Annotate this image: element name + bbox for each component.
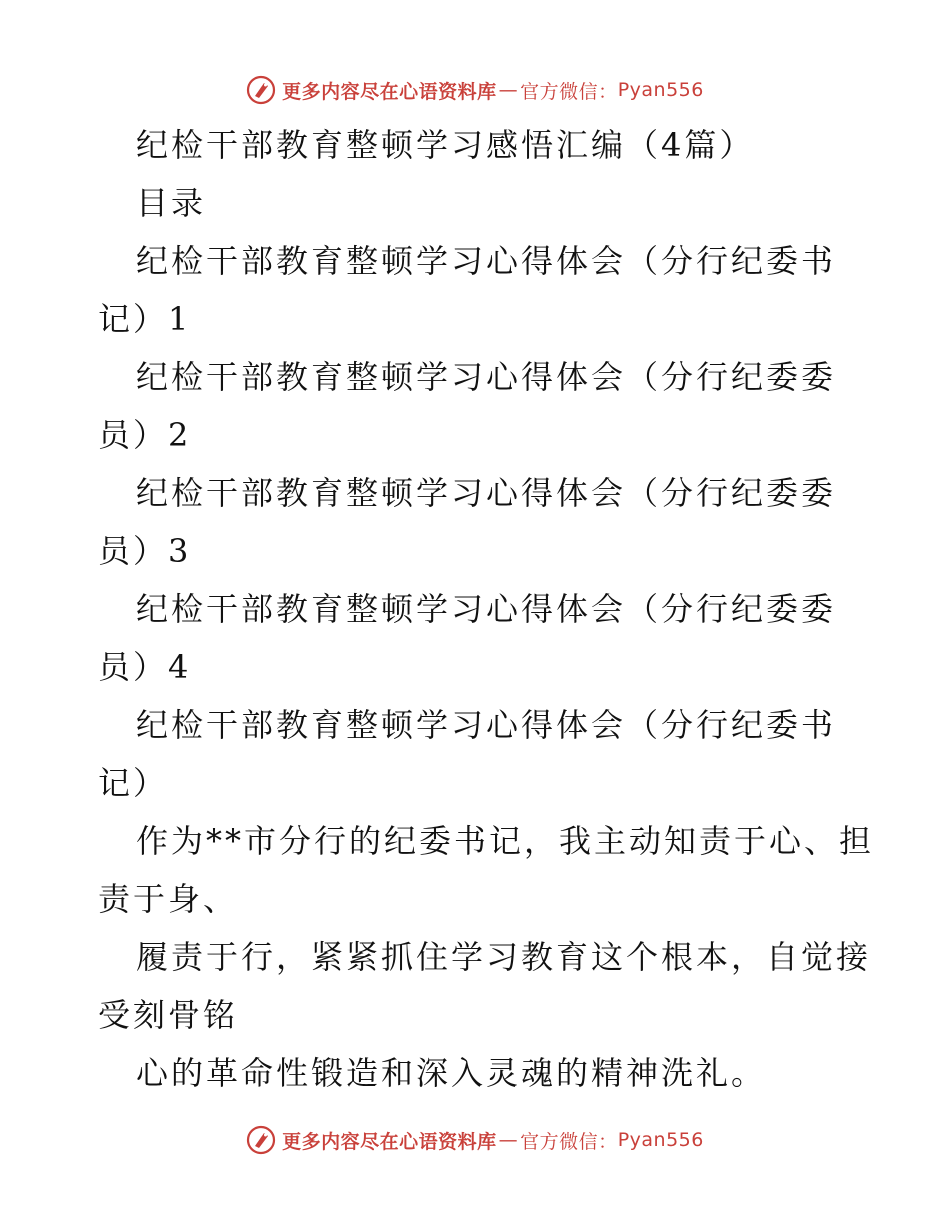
toc-entry-line: 员）3 (98, 532, 192, 570)
body-line: 心的革命性锻造和深入灵魂的精神洗礼。 (136, 1054, 767, 1092)
body-paragraph-2 (98, 928, 872, 1044)
watermark-wechat-label: 官方微信： (520, 80, 618, 103)
pen-nib-logo-icon (246, 75, 276, 105)
body-paragraph-1 (98, 812, 875, 928)
section-heading-line: 纪检干部教育整顿学习心得体会（分行纪委书 (136, 706, 837, 744)
watermark-main-text: 更多内容尽在心语资料库 (282, 80, 497, 103)
toc-entry-line: 记）1 (98, 300, 192, 338)
toc-entry-4 (98, 580, 858, 696)
toc-entry-line: 纪检干部教育整顿学习心得体会（分行纪委委 (136, 474, 837, 512)
toc-entry-line: 纪检干部教育整顿学习心得体会（分行纪委委 (136, 358, 837, 396)
toc-entry-1 (98, 232, 858, 348)
section-heading-line: 记） (98, 764, 169, 802)
toc-heading: 目录 (136, 184, 207, 222)
watermark-separator: — (498, 79, 519, 101)
pen-nib-logo-icon (246, 1125, 276, 1155)
body-line: 责于身、 (98, 880, 239, 918)
document-title: 纪检干部教育整顿学习感悟汇编（4篇） (136, 126, 755, 164)
toc-entry-line: 员）2 (98, 416, 192, 454)
watermark-separator: — (498, 1129, 519, 1151)
toc-entry-line: 纪检干部教育整顿学习心得体会（分行纪委委 (136, 590, 837, 628)
toc-entry-2 (98, 348, 858, 464)
watermark-wechat-id: Pyan556 (617, 79, 704, 101)
toc-entry-3 (98, 464, 858, 580)
watermark-wechat-label: 官方微信： (520, 1130, 618, 1153)
watermark-wechat-id: Pyan556 (617, 1129, 704, 1151)
toc-entry-line: 员）4 (98, 648, 192, 686)
body-line: 受刻骨铭 (98, 996, 239, 1034)
footer-watermark (0, 1120, 950, 1160)
body-paragraph-3 (98, 1044, 858, 1102)
section-heading (98, 696, 858, 812)
header-watermark (0, 70, 950, 110)
body-line: 履责于行，紧紧抓住学习教育这个根本，自觉接 (136, 938, 872, 976)
toc-entry-line: 纪检干部教育整顿学习心得体会（分行纪委书 (136, 242, 837, 280)
watermark-main-text: 更多内容尽在心语资料库 (282, 1130, 497, 1153)
document-body (98, 116, 875, 1102)
body-line: 作为**市分行的纪委书记，我主动知责于心、担 (136, 822, 875, 860)
